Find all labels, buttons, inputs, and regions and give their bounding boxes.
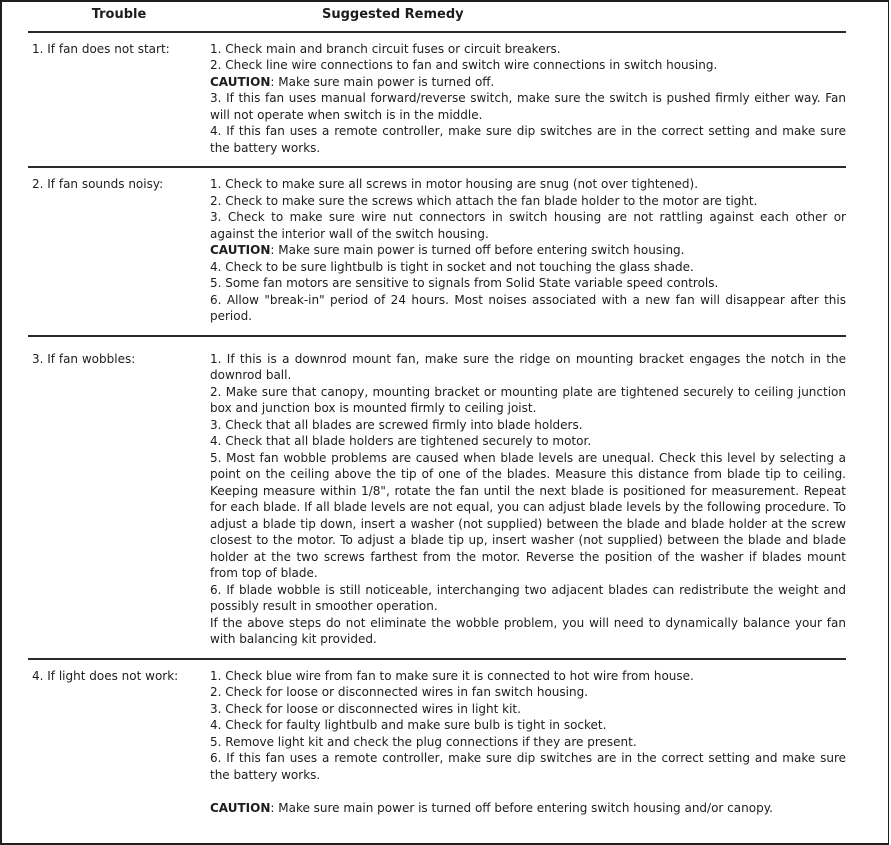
remedy-item: 5. Most fan wobble problems are caused when blade levels are unequal. Check this level by selecting a point on the ceiling above the tip of one of the blades. Measure this distance from blade tip to ceiling. Keeping measure within 1/8", rotate the fan until the next blade is positioned for measurement. Repeat for each blade. If all blade levels are not equal, you can adjust blade levels by the following procedure. To adjust a blade tip down, insert a washer (not supplied) between the blade and blade holder at the screw closest to the motor. To adjust a blade tip up, insert washer (not supplied) between the blade and blade holder at the two screws farthest from the motor. Reverse the position of the washer if blades mount from top of blade. bbox=[210, 450, 846, 580]
remedy-item-caution: CAUTION: Make sure main power is turned off before entering switch housing. bbox=[210, 243, 685, 257]
remedy-item-note: If the above steps do not eliminate the wobble problem, you will need to dynamically balance your fan with balancing kit provided. bbox=[210, 615, 846, 646]
trouble-label: 4. If light does not work: bbox=[32, 668, 179, 683]
remedy-item: 3. Check to make sure wire nut connectors in switch housing are not rattling against each other or against the interior wall of the switch housing. bbox=[210, 210, 846, 241]
remedy-item: 1. If this is a downrod mount fan, make sure the ridge on mounting bracket engages the notch in the downrod ball. bbox=[210, 351, 846, 382]
remedy-item: 2. Make sure that canopy, mounting bracket or mounting plate are tightened securely to ceiling junction box and junction box is mounted firmly to ceiling joist. bbox=[210, 384, 846, 415]
trouble-cell bbox=[28, 668, 210, 817]
remedy-item: 5. Some fan motors are sensitive to signals from Solid State variable speed controls. bbox=[210, 276, 719, 290]
remedy-cell bbox=[210, 176, 846, 325]
remedy-item: 1. Check to make sure all screws in motor housing are snug (not over tightened). bbox=[210, 177, 699, 191]
trouble-cell bbox=[28, 176, 210, 325]
remedy-item: 2. Check for loose or disconnected wires in fan switch housing. bbox=[210, 685, 589, 699]
trouble-cell bbox=[28, 351, 210, 648]
remedy-item: 3. Check that all blades are screwed firmly into blade holders. bbox=[210, 417, 583, 432]
table-row-fan-does-not-start bbox=[28, 31, 846, 167]
remedy-item: 6. If this fan uses a remote controller, make sure dip switches are in the correct setting and make sure the battery works. bbox=[210, 751, 846, 782]
trouble-label: 1. If fan does not start: bbox=[32, 41, 170, 56]
trouble-label: 2. If fan sounds noisy: bbox=[32, 177, 164, 191]
caution-label: CAUTION bbox=[210, 801, 271, 815]
table-row-fan-wobbles bbox=[28, 335, 846, 658]
remedy-item: 3. If this fan uses manual forward/reverse switch, make sure the switch is pushed firmly either way. Fan will not operate when switch is in the middle. bbox=[210, 91, 846, 122]
table-header bbox=[28, 2, 846, 31]
trouble-cell bbox=[28, 41, 210, 157]
remedy-item-caution: CAUTION: Make sure main power is turned off before entering switch housing and/or canopy. bbox=[210, 801, 773, 815]
remedy-cell bbox=[210, 41, 846, 157]
remedy-item: 4. Check to be sure lightbulb is tight in socket and not touching the glass shade. bbox=[210, 259, 694, 274]
remedy-item: 4. If this fan uses a remote controller, make sure dip switches are in the correct setting and make sure the battery works. bbox=[210, 124, 846, 155]
remedy-cell bbox=[210, 351, 846, 648]
table-row-fan-sounds-noisy bbox=[28, 166, 846, 335]
remedy-item: 5. Remove light kit and check the plug connections if they are present. bbox=[210, 734, 637, 749]
remedy-column-header: Suggested Remedy bbox=[322, 7, 464, 22]
remedy-item: 1. Check blue wire from fan to make sure it is connected to hot wire from house. bbox=[210, 668, 694, 683]
caution-label: CAUTION bbox=[210, 74, 271, 89]
remedy-item: 4. Check for faulty lightbulb and make sure bulb is tight in socket. bbox=[210, 718, 607, 732]
remedy-item-caution: CAUTION: Make sure main power is turned off. bbox=[210, 74, 495, 89]
trouble-label: 3. If fan wobbles: bbox=[32, 351, 136, 366]
remedy-item: 3. Check for loose or disconnected wires in light kit. bbox=[210, 701, 521, 716]
remedy-item: 1. Check main and branch circuit fuses or circuit breakers. bbox=[210, 41, 561, 56]
remedy-item: 2. Check line wire connections to fan and switch wire connections in switch housing. bbox=[210, 58, 718, 72]
remedy-cell bbox=[210, 668, 846, 817]
remedy-item: 6. If blade wobble is still noticeable, interchanging two adjacent blades can redistribute the weight and possibly result in smoother operation. bbox=[210, 582, 846, 613]
caution-label: CAUTION bbox=[210, 243, 271, 257]
table-row-light-does-not-work bbox=[28, 658, 846, 827]
remedy-item: 4. Check that all blade holders are tightened securely to motor. bbox=[210, 434, 592, 448]
remedy-item: 6. Allow "break-in" period of 24 hours. Most noises associated with a new fan will disappear after this period. bbox=[210, 292, 846, 323]
trouble-column-header: Trouble bbox=[91, 7, 147, 22]
remedy-item: 2. Check to make sure the screws which attach the fan blade holder to the motor are tight. bbox=[210, 193, 758, 208]
